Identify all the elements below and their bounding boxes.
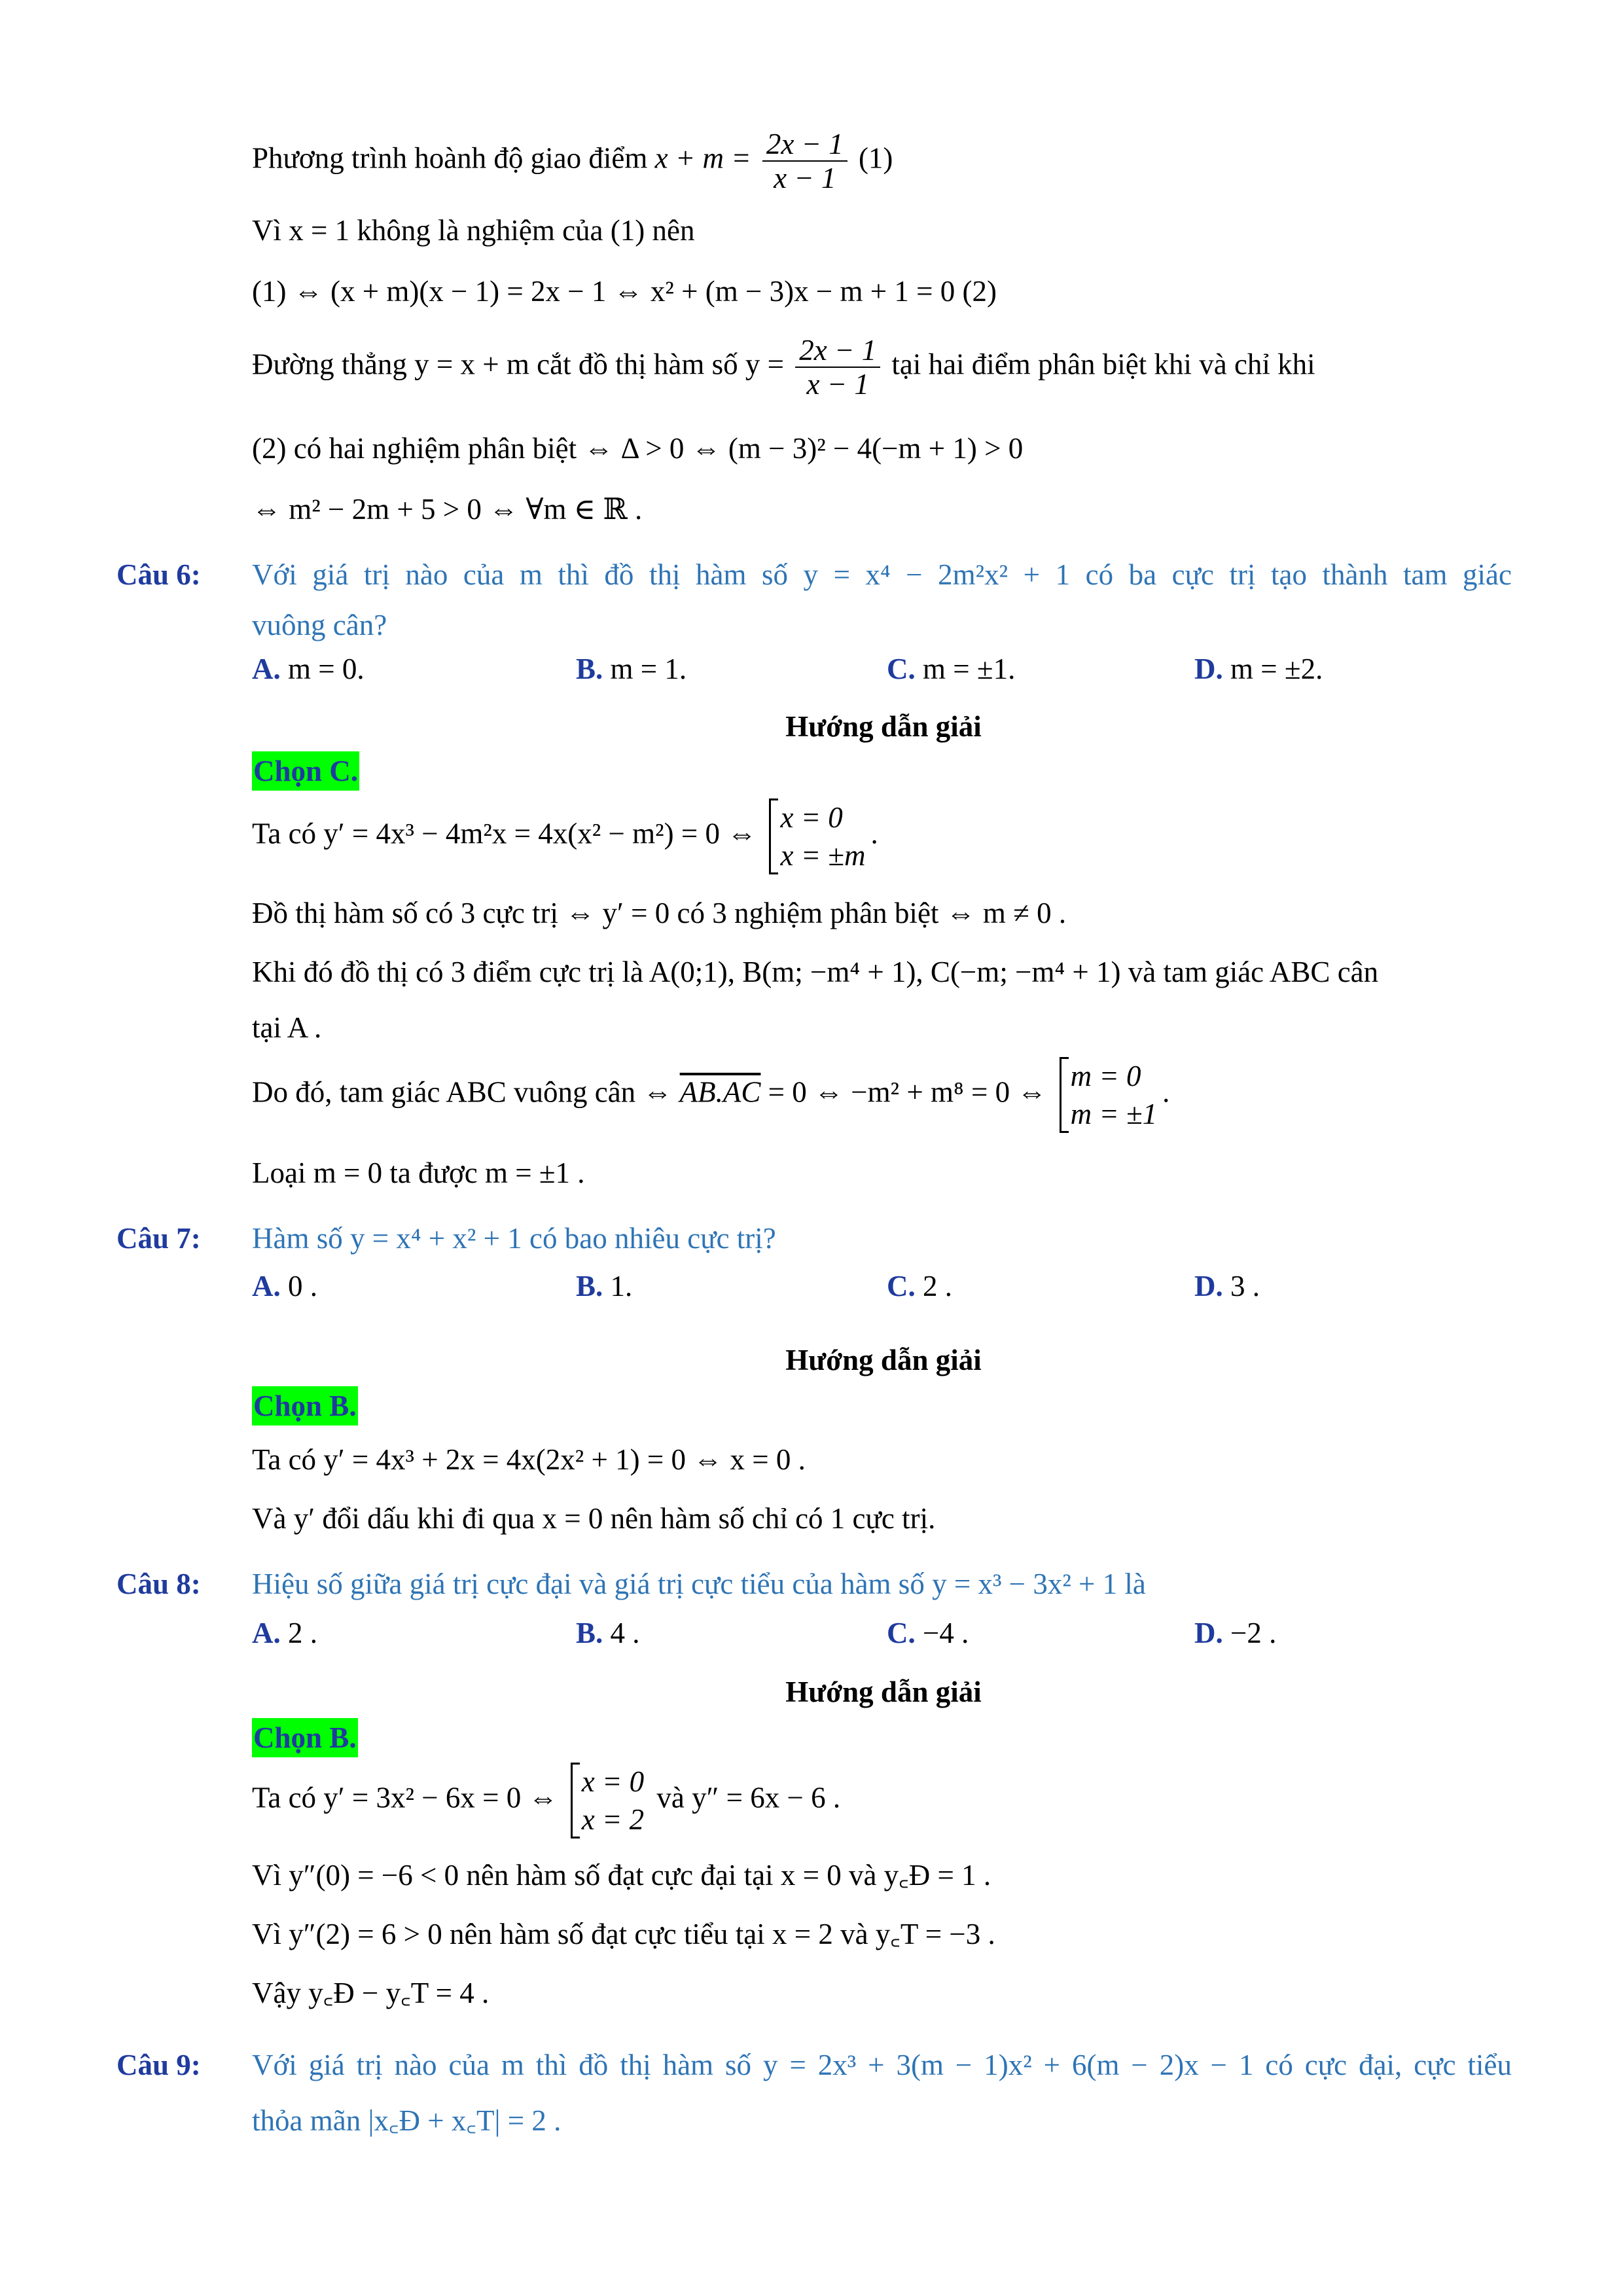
fraction-numerator: 2x − 1 xyxy=(795,334,880,368)
q6-step-5-b: = 0 ⇔ −m² + m⁸ = 0 ⇔ xyxy=(760,1075,1054,1109)
system-line: x = ±m xyxy=(780,839,866,872)
option-value: m = 0. xyxy=(288,653,365,685)
option-value: 2 . xyxy=(923,1270,952,1302)
intro-line-3: (1) ⇔ (x + m)(x − 1) = 2x − 1 ⇔ x² + (m − 3)x − m + 1 = 0 (2) xyxy=(252,275,997,308)
option-letter: A. xyxy=(252,1617,281,1649)
option-letter: B. xyxy=(576,1270,603,1302)
question-text-8: Hiệu số giữa giá trị cực đại và giá trị cực tiểu của hàm số y = x³ − 3x² + 1 là xyxy=(252,1568,1146,1600)
system-line: x = 0 xyxy=(780,801,843,834)
option-value: 1. xyxy=(610,1270,633,1302)
q8-step-2: Vì y″(0) = −6 < 0 nên hàm số đạt cực đại tại x = 0 và y꜀Đ = 1 . xyxy=(252,1859,991,1892)
q6-step-1 xyxy=(252,798,878,874)
option-value: m = ±1. xyxy=(923,653,1016,685)
intro-line-1 xyxy=(252,128,893,194)
option-letter: A. xyxy=(252,1270,281,1302)
equation-system xyxy=(769,798,865,874)
option-c xyxy=(887,649,1015,689)
option-letter: B. xyxy=(576,653,603,685)
question-text-9: Với giá trị nào của m thì đồ thị hàm số y = 2x³ + 3(m − 1)x² + 6(m − 2)x − 1 có cực đại, cực tiểu xyxy=(252,2049,1512,2081)
answer-highlight: Chọn B. xyxy=(252,1386,358,1426)
option-value: 3 . xyxy=(1230,1270,1260,1302)
option-letter: C. xyxy=(887,1270,916,1302)
q6-step-3: Khi đó đồ thị có 3 điểm cực trị là A(0;1), B(m; −m⁴ + 1), C(−m; −m⁴ + 1) và tam giác ABC cân xyxy=(252,956,1379,988)
option-a xyxy=(252,1613,317,1653)
answer-highlight: Chọn C. xyxy=(252,751,359,791)
q8-step-1-b: và y″ = 6x − 6 . xyxy=(649,1781,841,1814)
intro-l4-b: tại hai điểm phân biệt khi và chỉ khi xyxy=(884,348,1315,381)
option-letter: D. xyxy=(1194,653,1223,685)
q8-step-1 xyxy=(252,1763,840,1839)
solution-heading: Hướng dẫn giải xyxy=(785,1676,982,1708)
q6-step-1-b: . xyxy=(870,817,878,850)
option-d xyxy=(1194,649,1323,689)
q6-step-4: tại A . xyxy=(252,1011,322,1044)
option-value: −4 . xyxy=(923,1617,969,1649)
intro-line-2: Vì x = 1 không là nghiệm của (1) nên xyxy=(252,214,695,247)
solution-heading: Hướng dẫn giải xyxy=(785,1344,982,1376)
intro-lhs: x + m = xyxy=(654,141,758,175)
system-line: m = ±1 xyxy=(1070,1098,1158,1130)
question-text-6-line2: vuông cân? xyxy=(252,609,387,641)
question-label-7: Câu 7: xyxy=(116,1222,201,1255)
q6-step-1-a: Ta có y′ = 4x³ − 4m²x = 4x(x² − m²) = 0 ⇔ xyxy=(252,817,764,850)
q6-step-5 xyxy=(252,1057,1169,1133)
system-line: m = 0 xyxy=(1070,1060,1141,1092)
solution-heading: Hướng dẫn giải xyxy=(785,710,982,743)
system-line: x = 2 xyxy=(581,1803,645,1836)
system-line: x = 0 xyxy=(581,1765,645,1798)
option-letter: B. xyxy=(576,1617,603,1649)
option-c xyxy=(887,1266,952,1306)
option-a xyxy=(252,1266,317,1306)
option-letter: D. xyxy=(1194,1270,1223,1302)
question-text-6: Với giá trị nào của m thì đồ thị hàm số y = x⁴ − 2m²x² + 1 có ba cực trị tạo thành tam giác xyxy=(252,558,1512,591)
option-letter: A. xyxy=(252,653,281,685)
question-text-9-line2: thỏa mãn |x꜀Đ + x꜀T| = 2 . xyxy=(252,2104,562,2137)
q8-step-3: Vì y″(2) = 6 > 0 nên hàm số đạt cực tiểu tại x = 2 và y꜀T = −3 . xyxy=(252,1918,995,1950)
option-d xyxy=(1194,1266,1260,1306)
intro-line-6: ⇔ m² − 2m + 5 > 0 ⇔ ∀m ∈ ℝ . xyxy=(252,493,643,526)
option-a xyxy=(252,649,365,689)
q7-step-1: Ta có y′ = 4x³ + 2x = 4x(2x² + 1) = 0 ⇔ x = 0 . xyxy=(252,1443,806,1476)
option-letter: D. xyxy=(1194,1617,1223,1649)
option-c xyxy=(887,1613,969,1653)
intro-line-5: (2) có hai nghiệm phân biệt ⇔ Δ > 0 ⇔ (m − 3)² − 4(−m + 1) > 0 xyxy=(252,432,1024,465)
fraction-numerator: 2x − 1 xyxy=(762,128,847,162)
fraction xyxy=(795,334,880,401)
fraction xyxy=(762,128,847,194)
option-value: 0 . xyxy=(288,1270,317,1302)
q6-step-6: Loại m = 0 ta được m = ±1 . xyxy=(252,1157,585,1189)
option-letter: C. xyxy=(887,653,916,685)
q7-step-2: Và y′ đổi dấu khi đi qua x = 0 nên hàm số chỉ có 1 cực trị. xyxy=(252,1502,936,1535)
fraction-denominator: x − 1 xyxy=(806,368,869,401)
option-value: m = ±2. xyxy=(1230,653,1323,685)
q6-step-5-a: Do đó, tam giác ABC vuông cân ⇔ xyxy=(252,1075,680,1109)
question-label-8: Câu 8: xyxy=(116,1568,201,1600)
equation-tag: (1) xyxy=(851,141,893,175)
option-value: m = 1. xyxy=(610,653,687,685)
option-value: 2 . xyxy=(288,1617,317,1649)
q6-step-2: Đồ thị hàm số có 3 cực trị ⇔ y′ = 0 có 3 nghiệm phân biệt ⇔ m ≠ 0 . xyxy=(252,897,1067,929)
intro-text: Phương trình hoành độ giao điểm xyxy=(252,141,655,175)
option-b xyxy=(576,1613,640,1653)
intro-l4-a: Đường thẳng y = x + m cắt đồ thị hàm số y = xyxy=(252,348,792,381)
question-label-9: Câu 9: xyxy=(116,2049,201,2081)
answer-highlight: Chọn B. xyxy=(252,1718,358,1757)
q8-step-1-a: Ta có y′ = 3x² − 6x = 0 ⇔ xyxy=(252,1781,565,1814)
option-d xyxy=(1194,1613,1276,1653)
option-b xyxy=(576,1266,632,1306)
question-text-7: Hàm số y = x⁴ + x² + 1 có bao nhiêu cực trị? xyxy=(252,1222,776,1255)
equation-system xyxy=(571,1763,644,1839)
fraction-denominator: x − 1 xyxy=(774,162,836,194)
q6-step-5-c: . xyxy=(1162,1075,1170,1109)
option-value: −2 . xyxy=(1230,1617,1277,1649)
option-b xyxy=(576,649,687,689)
question-label-6: Câu 6: xyxy=(116,558,201,591)
option-value: 4 . xyxy=(610,1617,640,1649)
intro-line-4 xyxy=(252,334,1315,401)
equation-system xyxy=(1060,1057,1158,1133)
vector-product: AB.AC xyxy=(679,1075,761,1109)
q8-step-4: Vậy y꜀Đ − y꜀T = 4 . xyxy=(252,1977,490,2009)
option-letter: C. xyxy=(887,1617,916,1649)
